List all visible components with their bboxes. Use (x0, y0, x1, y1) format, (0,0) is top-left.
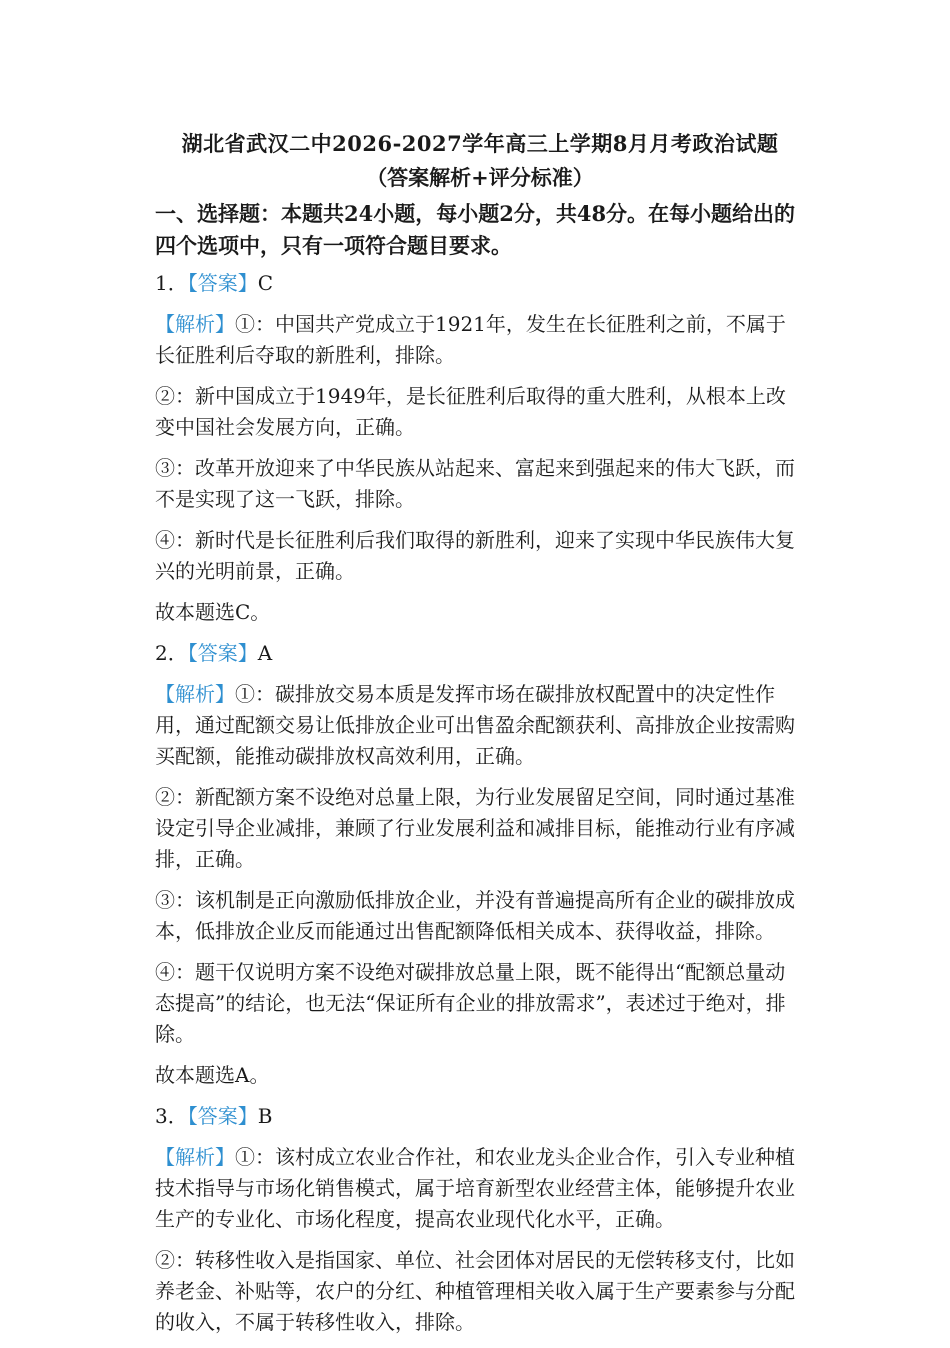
question-answer-line (155, 1101, 805, 1132)
analysis-paragraph (155, 309, 805, 371)
analysis-paragraph (155, 1142, 805, 1235)
analysis-text: ①：该村成立农业合作社，和农业龙头企业合作，引入专业种植技术指导与市场化销售模式，属于培育新型农业经营主体，能够提升农业生产的专业化、市场化程度，提高农业现代化水平，正确。 (155, 1145, 795, 1231)
question-answer-line (155, 638, 805, 669)
analysis-text: ①：中国共产党成立于1921年，发生在长征胜利之前，不属于长征胜利后夺取的新胜利，排除。 (155, 312, 786, 367)
analysis-paragraph (155, 679, 805, 772)
analysis-text: ①：碳排放交易本质是发挥市场在碳排放权配置中的决定性作用，通过配额交易让低排放企业可出售盈余配额获利、高排放企业按需购买配额，能推动碳排放权高效利用，正确。 (155, 682, 795, 768)
analysis-paragraph: ②：新中国成立于1949年，是长征胜利后取得的重大胜利，从根本上改变中国社会发展方向，正确。 (155, 384, 786, 439)
conclusion-paragraph: 故本题选C。 (155, 600, 271, 624)
document-page (155, 128, 805, 1348)
question-1 (155, 268, 805, 628)
section-heading: 一、选择题：本题共24小题，每小题2分，共48分。在每小题给出的四个选项中，只有一项符合题目要求。 (155, 201, 796, 258)
question-answer-line (155, 268, 805, 299)
document-title: 湖北省武汉二中2026-2027学年高三上学期8月月考政治试题 (181, 131, 779, 156)
answer-value: B (257, 1104, 273, 1128)
analysis-tag: 【解析】 (155, 312, 235, 336)
answer-value: C (257, 271, 274, 295)
analysis-paragraph: ②：转移性收入是指国家、单位、社会团体对居民的无偿转移支付，比如养老金、补贴等，农户的分红、种植管理相关收入属于生产要素参与分配的收入，不属于转移性收入，排除。 (155, 1248, 795, 1334)
analysis-tag: 【解析】 (155, 1145, 235, 1169)
analysis-paragraph: ②：新配额方案不设绝对总量上限，为行业发展留足空间，同时通过基准设定引导企业减排，兼顾了行业发展利益和减排目标，能推动行业有序减排，正确。 (155, 785, 795, 871)
question-2 (155, 638, 805, 1091)
analysis-paragraph: ④：题干仅说明方案不设绝对碳排放总量上限，既不能得出“配额总量动态提高”的结论，也无法“保证所有企业的排放需求”，表述过于绝对，排除。 (155, 960, 786, 1046)
question-number: 1． (155, 271, 188, 295)
analysis-paragraph: ④：新时代是长征胜利后我们取得的新胜利，迎来了实现中华民族伟大复兴的光明前景，正确。 (155, 528, 795, 583)
answer-tag: 【答案】 (187, 271, 258, 295)
conclusion-paragraph: 故本题选A。 (155, 1063, 270, 1087)
analysis-paragraph: ③：该机制是正向激励低排放企业，并没有普遍提高所有企业的碳排放成本，低排放企业反而能通过出售配额降低相关成本、获得收益，排除。 (155, 888, 795, 943)
answer-tag: 【答案】 (187, 1104, 258, 1128)
question-number: 3． (155, 1104, 188, 1128)
answer-value: A (257, 641, 273, 665)
question-3 (155, 1101, 805, 1338)
question-number: 2． (155, 641, 188, 665)
document-subtitle: （答案解析+评分标准） (366, 165, 594, 190)
answer-tag: 【答案】 (187, 641, 258, 665)
analysis-paragraph: ③：改革开放迎来了中华民族从站起来、富起来到强起来的伟大飞跃，而不是实现了这一飞跃，排除。 (155, 456, 795, 511)
analysis-tag: 【解析】 (155, 682, 235, 706)
